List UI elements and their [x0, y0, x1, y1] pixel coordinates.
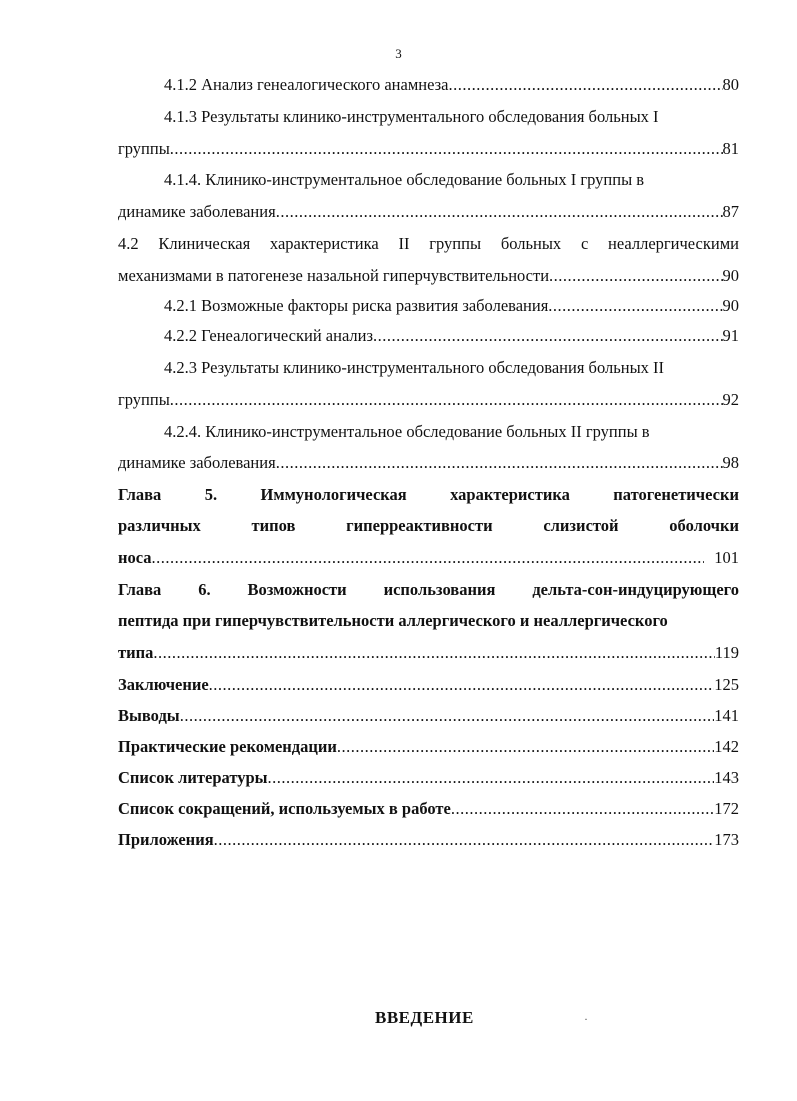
toc-entry-4-2-3[interactable]	[118, 390, 739, 410]
toc-entry-4-2-3-line1[interactable]: 4.2.3 Результаты клинико-инструментального обследования больных II	[164, 358, 665, 377]
toc-entry-page: 142	[714, 737, 739, 756]
toc-entry-title: носа	[118, 548, 152, 567]
word: Иммунологическая	[260, 485, 407, 504]
toc-entry-4-2[interactable]	[118, 266, 739, 286]
toc-entry-title: Выводы	[118, 706, 180, 725]
toc-entry-page: 141	[714, 706, 739, 725]
toc-entry-4-2-1[interactable]	[164, 296, 739, 316]
toc-entry-title: 4.1.2 Анализ генеалогического анамнеза	[164, 75, 449, 94]
leader-dots	[548, 296, 722, 316]
toc-entry-title: типа	[118, 643, 154, 662]
toc-entry-title: группы	[118, 139, 170, 158]
word: 5.	[204, 485, 218, 504]
word: использования	[383, 580, 496, 599]
word: 6.	[198, 580, 211, 599]
toc-entry-page: 91	[722, 326, 739, 345]
toc-entry-4-1-3[interactable]	[118, 139, 739, 159]
toc-chapter-6-line2[interactable]: пептида при гиперчувствительности аллергического и неаллергического	[118, 611, 668, 630]
word: группы	[429, 234, 482, 253]
toc-abbreviations[interactable]	[118, 799, 739, 819]
leader-dots	[451, 799, 714, 819]
toc-entry-page: 90	[722, 266, 739, 285]
toc-chapter-5-line1[interactable]	[118, 485, 739, 505]
section-heading-introduction: ВВЕДЕНИЕ	[375, 1008, 474, 1027]
leader-dots	[209, 675, 715, 695]
leader-dots	[214, 830, 715, 850]
leader-dots	[337, 737, 714, 757]
toc-entry-page: 81	[722, 139, 739, 158]
toc-entry-4-2-line1[interactable]	[118, 234, 739, 254]
leader-dots	[152, 548, 705, 568]
toc-entry-page: 101	[714, 548, 739, 567]
toc-entry-title: группы	[118, 390, 170, 409]
leader-dots	[268, 768, 715, 788]
toc-entry-title: Практические рекомендации	[118, 737, 337, 756]
word: Клиническая	[158, 234, 251, 253]
toc-entry-page: 87	[722, 202, 739, 221]
leader-dots	[170, 139, 723, 159]
toc-chapter-6[interactable]	[118, 643, 739, 663]
word: типов	[251, 516, 296, 535]
word: неаллергическими	[608, 234, 739, 253]
leader-dots	[170, 390, 723, 410]
page-number: 3	[395, 46, 402, 61]
toc-entry-page: 173	[714, 830, 739, 849]
toc-conclusion[interactable]	[118, 675, 739, 695]
scan-speck: ·	[584, 1012, 588, 1026]
toc-entry-title: Заключение	[118, 675, 209, 694]
toc-findings[interactable]	[118, 706, 739, 726]
toc-chapter-5[interactable]	[118, 548, 739, 568]
toc-entry-page: 119	[714, 643, 739, 662]
toc-entry-title: динамике заболевания	[118, 202, 276, 221]
word: Глава	[118, 580, 162, 599]
word: дельта-сон-индуцирующего	[532, 580, 739, 599]
word: характеристика	[269, 234, 379, 253]
word: оболочки	[669, 516, 739, 535]
toc-entry-4-1-4-line1[interactable]: 4.1.4. Клинико-инструментальное обследование больных I группы в	[164, 170, 645, 189]
word: Возможности	[247, 580, 347, 599]
toc-entry-page: 90	[722, 296, 739, 315]
toc-entry-4-2-4[interactable]	[118, 453, 739, 473]
leader-dots	[549, 266, 722, 286]
word: гиперреактивности	[346, 516, 493, 535]
toc-entry-4-1-3-line1[interactable]: 4.1.3 Результаты клинико-инструментального обследования больных I	[164, 107, 659, 126]
toc-entry-title: Список сокращений, используемых в работе	[118, 799, 451, 818]
word: характеристика	[450, 485, 570, 504]
toc-entry-4-1-4[interactable]	[118, 202, 739, 222]
toc-entry-title: Список литературы	[118, 768, 268, 787]
leader-dots	[153, 643, 714, 663]
word: 4.2	[118, 234, 139, 253]
toc-entry-4-2-2[interactable]	[164, 326, 739, 346]
leader-dots	[373, 326, 723, 346]
toc-entry-title: Приложения	[118, 830, 214, 849]
toc-chapter-6-line1[interactable]	[118, 580, 739, 600]
toc-entry-title: 4.2.2 Генеалогический анализ	[164, 326, 373, 345]
toc-entry-page: 125	[714, 675, 739, 694]
word: различных	[118, 516, 201, 535]
word: Глава	[118, 485, 162, 504]
toc-recommendations[interactable]	[118, 737, 739, 757]
toc-entry-4-2-4-line1[interactable]: 4.2.4. Клинико-инструментальное обследование больных II группы в	[164, 422, 650, 441]
toc-entry-title: 4.2.1 Возможные факторы риска развития заболевания	[164, 296, 549, 315]
toc-references[interactable]	[118, 768, 739, 788]
toc-entry-title: динамике заболевания	[118, 453, 276, 472]
word: II	[398, 234, 410, 253]
leader-dots	[276, 202, 723, 222]
word: больных	[500, 234, 562, 253]
toc-entry-title: механизмами в патогенезе назальной гиперчувствительности	[118, 266, 550, 285]
word: слизистой	[543, 516, 619, 535]
leader-dots	[276, 453, 723, 473]
toc-entry-page: 92	[722, 390, 739, 409]
toc-entry-page: 98	[722, 453, 739, 472]
toc-entry-4-1-2[interactable]	[164, 75, 739, 95]
toc-entry-page: 80	[722, 75, 739, 94]
word: патогенетически	[613, 485, 739, 504]
toc-entry-page: 143	[714, 768, 739, 787]
toc-entry-page: 172	[714, 799, 739, 818]
toc-appendices[interactable]	[118, 830, 739, 850]
leader-dots	[448, 75, 722, 95]
leader-dots	[180, 706, 715, 726]
word: с	[580, 234, 589, 253]
toc-chapter-5-line2[interactable]	[118, 516, 739, 536]
